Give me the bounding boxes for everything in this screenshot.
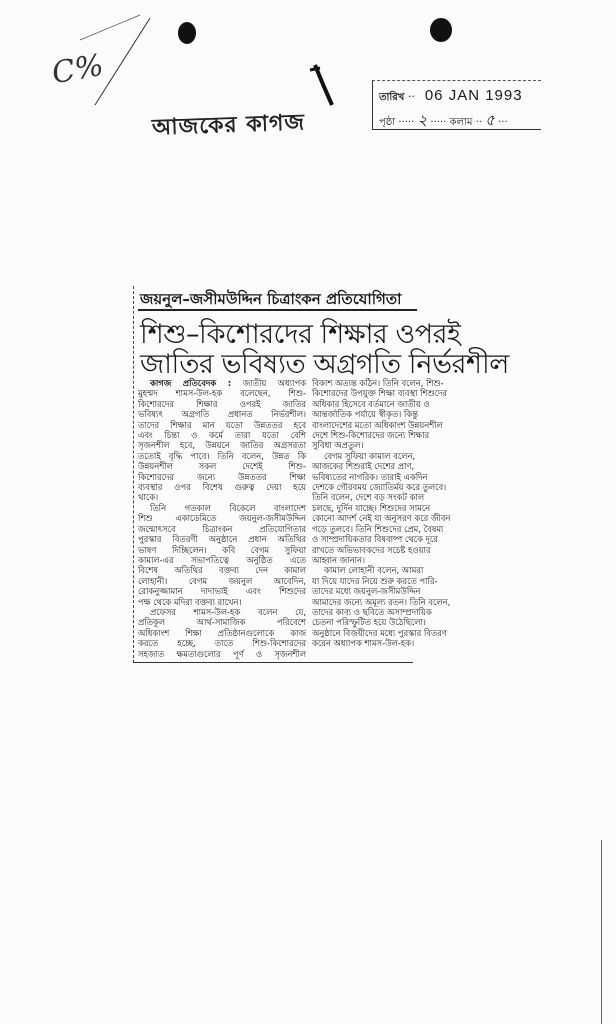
- text-line: দেশে শিশু-কিশোরদের জন্যে শিক্ষার: [312, 430, 430, 441]
- text-line: আমাদের জন্যে অমূল্য রতন। তিনি বলেন,: [312, 596, 451, 607]
- column-value: ৫: [485, 111, 495, 129]
- scan-edge: [601, 840, 616, 1024]
- newspaper-masthead: আজকের কাগজ: [151, 110, 306, 141]
- headline-line-2: জাতির ভবিষ্যত অগ্রগতি নির্ভরশীল: [140, 349, 509, 380]
- text-line: বিকাশ অত্যন্ত কঠিন। তিনি বলেন, শিশু-: [312, 378, 444, 388]
- text-line: ততোই বৃদ্ধি পাবে। তিনি বলেন, উন্নত কি: [138, 450, 306, 461]
- column-label: কলাম: [449, 117, 473, 128]
- article-right-column: [312, 378, 451, 649]
- text-line: অধিকাংশ শিক্ষা প্রতিষ্ঠানগুলোকে কাজ: [138, 627, 306, 638]
- text-line: অনুষ্ঠানে বিজয়ীদের মধ্যে পুরস্কার বিতরণ: [312, 627, 447, 638]
- text-line: পুরস্কার বিতরণী অনুষ্ঠানে প্রধান অতিথির: [138, 534, 306, 545]
- text-line: কিশোরদের উপযুক্ত শিক্ষা ব্যবস্থা শিশুদের: [312, 388, 448, 399]
- text-line: পক্ষ থেকে মদিরা বক্তব্য রাখেন।: [138, 596, 242, 607]
- text-line: কামাল-এর সভাপতিত্বে অনুষ্ঠিত এতে: [138, 554, 306, 565]
- text-line: লোহানী। বেগম জয়নুল আবেদিন,: [138, 575, 306, 586]
- article-kicker: জয়নুল–জসীমউদ্দিন চিত্রাংকন প্রতিযোগিতা: [140, 290, 402, 308]
- text-line: আহ্বান জানান।: [312, 554, 366, 565]
- news-clipping: [133, 286, 509, 663]
- text-line: এবং চিন্তা ও কর্মে তারা যতো বেশি: [138, 430, 306, 441]
- text-line: করেন অধ্যাপক শামস-উল-হক।: [312, 638, 415, 649]
- text-line: আজকের শিশুরাই দেশের প্রাণ,: [312, 461, 415, 472]
- text-line: যা দিয়ে যাদের নিয়ে শুরু করতে পারি-: [312, 575, 438, 586]
- page-label: পৃষ্ঠা: [379, 117, 396, 128]
- text-line: মুহম্মদ শামস-উল-হক বলেছেন, শিশু-: [138, 388, 306, 399]
- text-line: করতে হচ্ছে, তাতে শিশু-কিশোরদের: [138, 638, 306, 649]
- headline-line-1: শিশু–কিশোরদের শিক্ষার ওপরই: [140, 319, 461, 350]
- text-line: ভবিষ্যতের নাগরিক। তারাই একদিন: [312, 471, 428, 482]
- text-line: অধিকার হিসেবে বর্তমানে জাতীয় ও: [312, 398, 430, 409]
- date-label: তারিখ: [379, 92, 405, 103]
- text-line: চেতনা পরিস্ফুটিত হয়ে উঠেছিলো।: [312, 617, 426, 628]
- stamp-date: 06 JAN 1993: [424, 87, 523, 104]
- text-line: থাকে।: [138, 492, 159, 503]
- text-line: কাগজ প্রতিবেদক : জাতীয় অধ্যাপক: [150, 378, 306, 388]
- article-left-column: [138, 378, 306, 659]
- text-line: কিশোরদের জন্যে উন্নততর শিক্ষা: [138, 471, 306, 482]
- text-line: বিশেষ অতিথির বক্তব্য দেন কামাল: [138, 565, 306, 576]
- text-line: তিনি বলেন, দেশে বড় সংকট কাল: [312, 492, 425, 503]
- divider: [138, 309, 417, 311]
- text-line: উন্নয়নশীল সকল দেশেই শিশু-: [138, 461, 306, 472]
- handwritten-mark: C%: [49, 47, 107, 92]
- text-line: সহজাত ক্ষমতাগুলোর পূর্ণ ও সৃজনশীল: [138, 648, 306, 659]
- text-line: সুবিধা অপ্রতুল।: [312, 440, 364, 451]
- punch-hole-mark: [430, 18, 452, 42]
- text-line: জন্মোৎসবে চিত্রাংকন প্রতিযোগিতার: [138, 523, 306, 534]
- text-line: রাখতে অভিভাবকদের সচেষ্ট হওয়ার: [312, 544, 431, 555]
- text-line: প্রফেসর শামস-উল-হক বলেন যে,: [150, 606, 306, 617]
- text-line: ভাষণ দিচ্ছিলেন। কবি বেগম সুফিয়া: [138, 544, 306, 555]
- text-line: দেশকে গৌরবময় জ্যোতির্ময় করে তুলবে।: [312, 482, 447, 493]
- text-line: তাদের মধ্যে জয়নুল-জসীমউদ্দিন: [312, 586, 421, 597]
- text-line: কিশোরদের শিক্ষার ওপরই জাতির: [138, 398, 306, 409]
- text-line: শিশু একাডেমিতে জয়নুল-জসীমউদ্দিন: [138, 513, 306, 524]
- text-line: সৃজনশীল হবে, উন্নয়নে জাতির অগ্রসরতা: [138, 440, 306, 451]
- text-line: কোনো আদর্শ নেই যা অনুসরণ করে জীবন: [312, 513, 451, 524]
- text-line: তাদের শিক্ষার মান যতো উন্নততর হবে: [138, 419, 306, 430]
- text-line: রোকনুজ্জামান দাদাভাই এবং শিশুদের: [138, 586, 306, 597]
- text-line: ও সাম্প্রদায়িকতার বিষবাষ্প থেকে দূরে: [312, 534, 438, 545]
- text-line: প্রতিকূল আর্থ-সামাজিক পরিবেশে: [138, 617, 306, 628]
- page-value: ২: [417, 111, 428, 129]
- text-line: চলছে, দুর্দিন যাচ্ছে। শিশুদের সামনে: [312, 502, 431, 513]
- text-line: তিনি গতকাল বিকেলে বাংলাদেশ: [150, 502, 306, 513]
- text-line: কামাল লোহানী বলেন, আমরা: [324, 565, 424, 576]
- date-stamp: তারিখ ·· 06 JAN 1993 পৃষ্ঠা ····· ২ ····· কলাম ·· ৫ ···: [372, 80, 541, 130]
- text-line: বেগম সুফিয়া কামাল বলেন,: [324, 450, 416, 461]
- text-line: ব্যবস্থার ওপর বিশেষ গুরুত্ব দেয়া হয়ে: [138, 482, 306, 493]
- text-line: আন্তর্জাতিক পর্যায়ে স্বীকৃত। কিন্তু: [312, 409, 418, 420]
- text-line: তাদের কাব্য ও ছবিতে অসাম্প্রদায়িক: [312, 606, 432, 617]
- article-byline: কাগজ প্রতিবেদক :: [150, 378, 243, 388]
- text-line: ভবিষ্যৎ অগ্রগতি প্রধানত নির্ভরশীল।: [138, 409, 306, 420]
- text-line: বাংলাদেশের মতো অধিকাংশ উন্নয়নশীল: [312, 419, 443, 430]
- text-line: গড়ে তুলবে। তিনি শিশুদের প্রেম, বৈষম্য: [312, 523, 444, 534]
